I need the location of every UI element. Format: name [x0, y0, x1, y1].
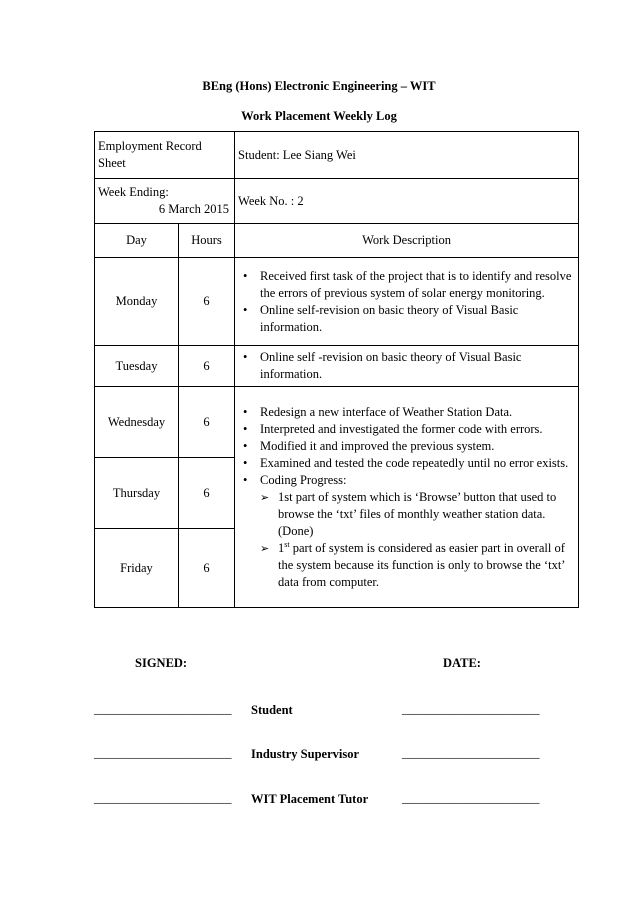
week-ending-label: Week Ending: [98, 185, 169, 199]
list-item: • Redesign a new interface of Weather Station Data. [238, 404, 575, 421]
list-item: • Modified it and improved the previous system. [238, 438, 575, 455]
role-industry-supervisor: Industry Supervisor [251, 747, 360, 761]
col-header-hours: Hours [179, 224, 235, 258]
day-cell: Thursday [95, 458, 179, 529]
hours-cell: 6 [179, 458, 235, 529]
sublist-item [260, 540, 575, 591]
list-item: • Examined and tested the code repeatedly until no error exists. [238, 455, 575, 472]
record-label: Employment Record Sheet [98, 139, 202, 170]
table-row [95, 387, 579, 458]
hours-cell: 6 [179, 258, 235, 346]
document-title: BEng (Hons) Electronic Engineering – WIT [202, 79, 436, 93]
signed-label: SIGNED: [135, 656, 188, 670]
day-cell: Friday [95, 529, 179, 608]
description-cell [235, 346, 579, 387]
signature-line-student: ______________________ [94, 702, 232, 716]
list-item [238, 472, 575, 591]
coding-progress-label: Coding Progress: [260, 472, 347, 487]
week-ending-date: 6 March 2015 [158, 202, 230, 216]
student-name: Student: Lee Siang Wei [238, 147, 356, 162]
table-row [95, 258, 579, 346]
week-row [95, 179, 579, 224]
description-cell [235, 258, 579, 346]
sublist-text: part of system is considered as easier part in overall of the system because its function is only to browse the ‘txt’ data from computer. [278, 540, 565, 589]
week-number-cell [235, 179, 579, 224]
week-ending-cell [95, 179, 235, 224]
day-cell: Monday [95, 258, 179, 346]
col-header-description: Work Description [235, 224, 579, 258]
signature-line-tutor: ______________________ [94, 791, 232, 805]
date-label: DATE: [443, 656, 481, 670]
ordinal-number: 1 [278, 540, 285, 555]
record-label-cell [95, 132, 235, 179]
student-cell [235, 132, 579, 179]
hours-cell: 6 [179, 529, 235, 608]
table-row [95, 346, 579, 387]
document-subtitle: Work Placement Weekly Log [241, 109, 397, 123]
date-line-tutor: ______________________ [402, 791, 540, 805]
monday-list [238, 268, 575, 336]
sublist-item: ➢ 1st part of system which is ‘Browse’ button that used to browse the ‘txt’ files of monthly weather station data. (Done) [260, 489, 575, 540]
role-placement-tutor: WIT Placement Tutor [251, 792, 369, 806]
rest-of-week-list [238, 404, 575, 591]
role-student: Student [251, 703, 293, 717]
progress-sublist [260, 489, 575, 591]
date-line-supervisor: ______________________ [402, 746, 540, 760]
signature-line-supervisor: ______________________ [94, 746, 232, 760]
col-header-day: Day [95, 224, 179, 258]
list-item: • Online self -revision on basic theory of Visual Basic information. [238, 349, 575, 383]
ordinal-suffix: st [284, 539, 290, 549]
description-cell [235, 387, 579, 608]
list-item: • Interpreted and investigated the former code with errors. [238, 421, 575, 438]
column-header-row [95, 224, 579, 258]
hours-cell: 6 [179, 346, 235, 387]
list-item: • Received first task of the project that is to identify and resolve the errors of previous system of solar energy monitoring. [238, 268, 575, 302]
tuesday-list [238, 349, 575, 383]
info-row [95, 132, 579, 179]
day-cell: Wednesday [95, 387, 179, 458]
day-cell: Tuesday [95, 346, 179, 387]
hours-cell: 6 [179, 387, 235, 458]
date-line-student: ______________________ [402, 702, 540, 716]
weekly-log-table [94, 131, 579, 608]
week-number: Week No. : 2 [238, 193, 304, 208]
list-item: • Online self-revision on basic theory of Visual Basic information. [238, 302, 575, 336]
